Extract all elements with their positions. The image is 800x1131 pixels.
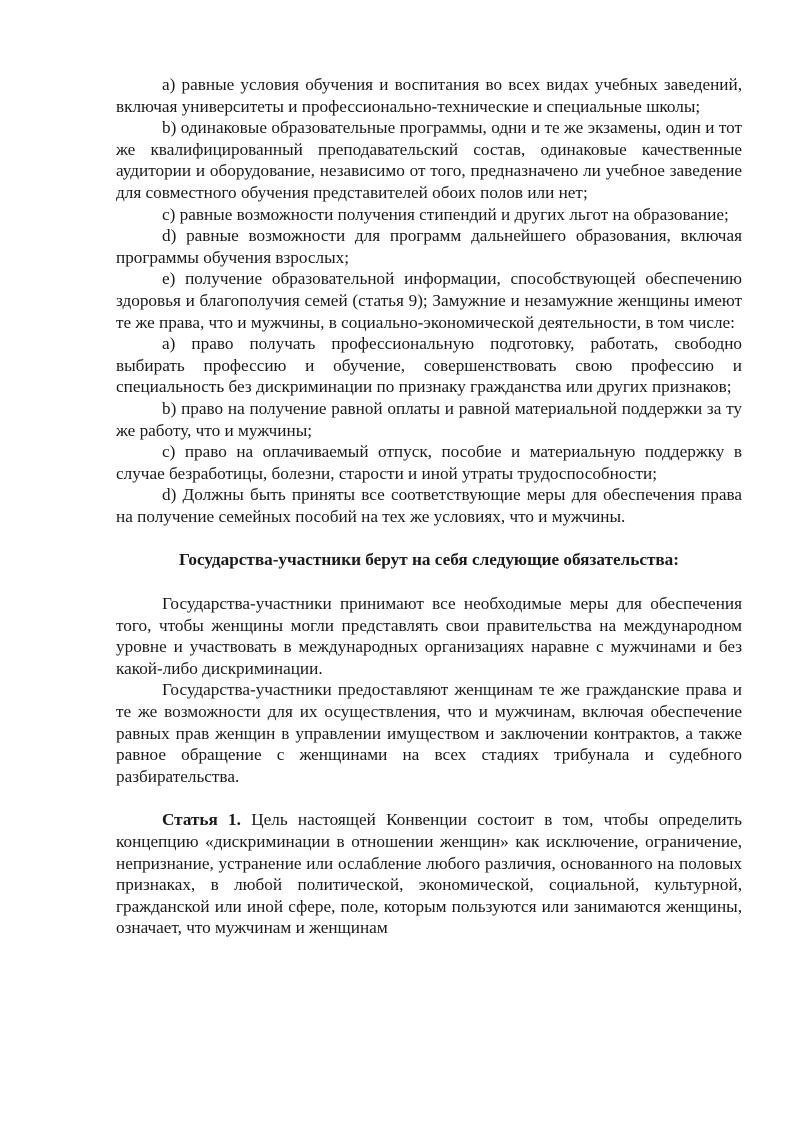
article-1-paragraph	[116, 809, 742, 939]
paragraph-education-d: d) равные возможности для программ дальнейшего образования, включая программы обучения взрослых;	[116, 226, 742, 267]
paragraph-education-c: c) равные возможности получения стипендий и других льгот на образование;	[162, 204, 729, 224]
paragraph-education-e: e) получение образовательной информации, способствующей обеспечению здоровья и благополучия семей (статья 9); Замужние и незамужние женщины имеют те же права, что и мужчины, в социально-экономической деятельности, в том числе:	[116, 269, 742, 332]
paragraph-work-c: c) право на оплачиваемый отпуск, пособие и материальную поддержку в случае безработицы, болезни, старости и иной утраты трудоспособности;	[116, 442, 742, 483]
paragraph-international: Государства-участники принимают все необходимые меры для обеспечения того, чтобы женщины могли представлять свои правительства на международном уровне и участвовать в международных организациях наравне с мужчинами и без какой-либо дискриминации.	[116, 594, 742, 678]
paragraph-education-a: a) равные условия обучения и воспитания во всех видах учебных заведений, включая университеты и профессионально-технические и специальные школы;	[116, 75, 742, 116]
document-page	[116, 74, 742, 939]
paragraph-work-b: b) право на получение равной оплаты и равной материальной поддержки за ту же работу, что и мужчины;	[116, 398, 742, 440]
section-heading: Государства-участники берут на себя следующие обязательства:	[178, 550, 679, 570]
paragraph-work-a: a) право получать профессиональную подготовку, работать, свободно выбирать профессию и обучение, совершенствовать свою профессию и специальность без дискриминации по признаку гражданства или других признаков;	[116, 334, 742, 397]
paragraph-education-b: b) одинаковые образовательные программы, одни и те же экзамены, один и тот же квалифицированный преподавательский состав, одинаковые качественные аудитории и оборудование, независимо от того, предназначено ли учебное заведение для совместного обучения представителей обоих полов или нет;	[116, 118, 742, 202]
paragraph-work-d: d) Должны быть приняты все соответствующие меры для обеспечения права на получение семейных пособий на тех же условиях, что и мужчины.	[116, 485, 742, 526]
paragraph-civil-rights: Государства-участники предоставляют женщинам те же гражданские права и те же возможности для их осуществления, что и мужчинам, включая обеспечение равных прав женщин в управлении имуществом и заключении контрактов, а также равное обращение с женщинами на всех стадиях трибунала и судебного разбирательства.	[116, 680, 742, 786]
article-1-text: Цель настоящей Конвенции состоит в том, чтобы определить концепцию «дискриминации в отношении женщин» как исключение, ограничение, непризнание, устранение или ослабление любого различия, основанного на половых признаках, в любой политической, экономической, социальной, культурной, гражданской или иной сфере, поле, которым пользуются или занимаются женщины, означает, что мужчинам и женщинам	[116, 810, 742, 938]
article-1-label: Статья 1.	[162, 810, 241, 830]
